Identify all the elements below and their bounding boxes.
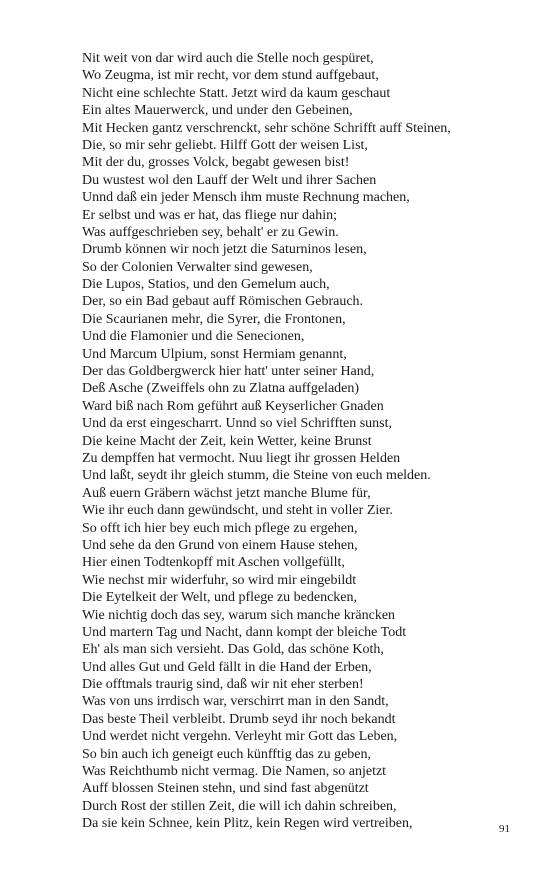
poem-line: Mit Hecken gantz verschrenckt, sehr schöne Schrifft auff Steinen, <box>82 120 451 136</box>
poem-line: Ein altes Mauerwerck, und under den Gebeinen, <box>82 103 353 119</box>
poem-line: Ward biß nach Rom geführt auß Keyserlicher Gnaden <box>82 398 384 414</box>
poem-line: Der das Goldbergwerck hier hatt' unter seiner Hand, <box>82 364 375 380</box>
poem-line: Hier einen Todtenkopff mit Aschen vollgefüllt, <box>82 555 345 571</box>
poem-line: So offt ich hier bey euch mich pflege zu ergehen, <box>82 520 358 536</box>
poem-line: Nit weit von dar wird auch die Stelle noch gespüret, <box>82 51 374 66</box>
poem-text <box>82 50 522 833</box>
poem-line: Unnd daß ein jeder Mensch ihm muste Rechnung machen, <box>82 190 410 206</box>
poem-line: Was von uns irrdisch war, verschirrt man in den Sandt, <box>82 694 389 710</box>
poem-line: Und da erst eingescharrt. Unnd so viel Schrifften sunst, <box>82 416 393 432</box>
poem-line: Deß Asche (Zweiffels ohn zu Zlatna auffgeladen) <box>82 381 360 397</box>
poem-line: Nicht eine schlechte Statt. Jetzt wird da kaum geschaut <box>82 85 391 101</box>
poem-line: Die Lupos, Statios, und den Gemelum auch, <box>82 277 330 293</box>
poem-line: Und Marcum Ulpium, sonst Hermiam genannt, <box>82 346 347 362</box>
poem-line: Was auffgeschrieben sey, behalt' er zu Gewin. <box>82 224 339 240</box>
poem-line: Auß euern Gräbern wächst jetzt manche Blume für, <box>82 485 371 501</box>
poem-line: Die, so mir sehr geliebt. Hilff Gott der weisen List, <box>82 137 368 153</box>
poem-line: Der, so ein Bad gebaut auff Römischen Gebrauch. <box>82 294 364 310</box>
poem-line: So der Colonien Verwalter sind gewesen, <box>82 259 313 275</box>
poem-line: Und alles Gut und Geld fällt in die Hand der Erben, <box>82 659 372 675</box>
poem-line: Die keine Macht der Zeit, kein Wetter, keine Brunst <box>82 433 372 449</box>
poem-line: Das beste Theil verbleibt. Drumb seyd ihr noch bekandt <box>82 711 396 727</box>
poem-line: Auff blossen Steinen stehn, und sind fast abgenützt <box>82 781 369 797</box>
poem-line: Wo Zeugma, ist mir recht, vor dem stund auffgebaut, <box>82 68 379 84</box>
poem-line: So bin auch ich geneigt euch künfftig das zu geben, <box>82 746 371 762</box>
poem-line: Die offtmals traurig sind, daß wir nit eher sterben! <box>82 677 364 693</box>
poem-line: Wie nechst mir widerfuhr, so wird mir eingebildt <box>82 572 357 588</box>
poem-line: Zu dempffen hat vermocht. Nuu liegt ihr grossen Helden <box>82 450 401 466</box>
poem-line: Und martern Tag und Nacht, dann kompt der bleiche Todt <box>82 624 407 640</box>
poem-line: Und werdet nicht vergehn. Verleyht mir Gott das Leben, <box>82 729 398 745</box>
page-number: 91 <box>499 823 510 835</box>
poem-line: Und laßt, seydt ihr gleich stumm, die Steine von euch melden. <box>82 468 431 484</box>
poem-line: Die Scaurianen mehr, die Syrer, die Frontonen, <box>82 311 346 327</box>
poem-line: Durch Rost der stillen Zeit, die will ich dahin schreiben, <box>82 798 397 814</box>
poem-line: Du wustest wol den Lauff der Welt und ihrer Sachen <box>82 172 377 188</box>
poem-line: Da sie kein Schnee, kein Plitz, kein Regen wird vertreiben, <box>82 816 413 832</box>
poem-line: Die Eytelkeit der Welt, und pflege zu bedencken, <box>82 590 358 606</box>
poem-line: Er selbst und was er hat, das fliege nur dahin; <box>82 207 338 223</box>
poem-line: Wie nichtig doch das sey, warum sich manche kräncken <box>82 607 396 623</box>
poem-line: Eh' als man sich versieht. Das Gold, das schöne Koth, <box>82 642 384 658</box>
poem-line: Was Reichthumb nicht vermag. Die Namen, so anjetzt <box>82 764 387 780</box>
poem-line: Und die Flamonier und die Senecionen, <box>82 329 305 345</box>
poem-line: Wie ihr euch dann gewündscht, und steht in voller Zier. <box>82 503 393 519</box>
poem-line: Mit der du, grosses Volck, begabt gewesen bist! <box>82 155 350 171</box>
poem-line: Und sehe da den Grund von einem Hause stehen, <box>82 537 358 553</box>
poem-line: Drumb können wir noch jetzt die Saturninos lesen, <box>82 242 367 258</box>
